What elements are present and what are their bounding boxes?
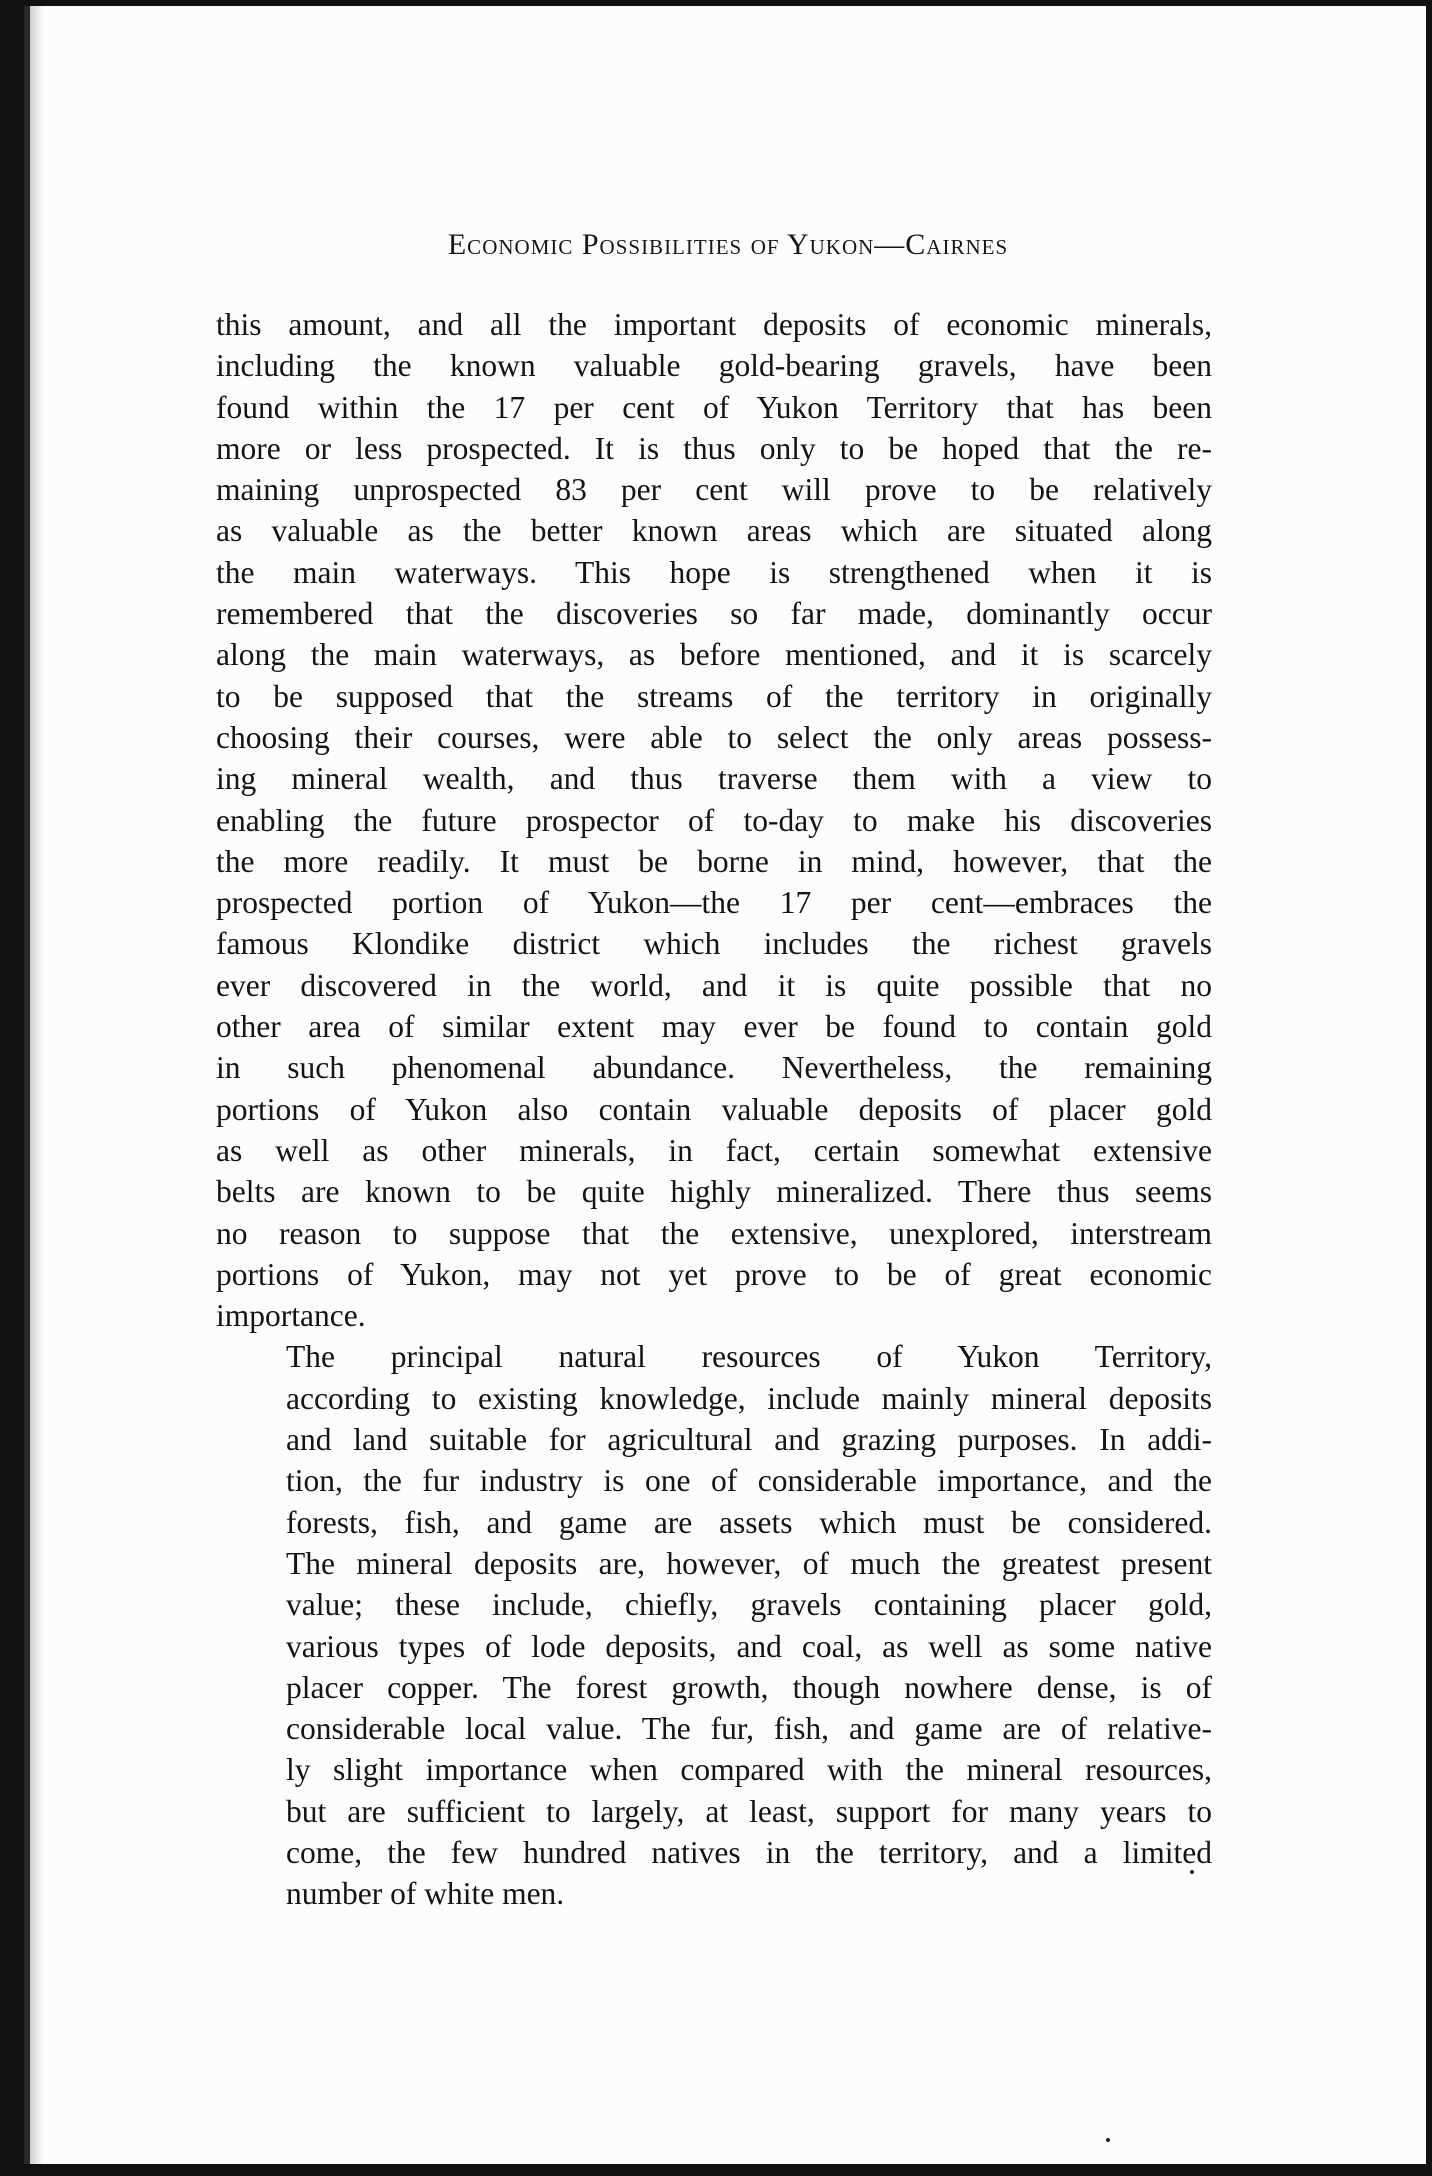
text-line: The principal natural resources of Yukon Territory,: [286, 1339, 1212, 1375]
text-line: forests, fish, and game are assets which must be considered.: [286, 1504, 1212, 1540]
text-line: this amount, and all the important deposits of economic minerals,: [216, 307, 1212, 342]
text-line: but are sufficient to largely, at least, support for many years to: [286, 1793, 1212, 1829]
text-line: maining unprospected 83 per cent will prove to be relatively: [216, 472, 1212, 508]
text-line: belts are known to be quite highly mineralized. There thus seems: [216, 1174, 1212, 1210]
text-line: ing mineral wealth, and thus traverse them with a view to: [216, 761, 1212, 797]
text-line: various types of lode deposits, and coal, as well as some native: [286, 1628, 1212, 1664]
text-line: portions of Yukon also contain valuable deposits of placer gold: [216, 1091, 1212, 1127]
text-line: other area of similar extent may ever be found to contain gold: [216, 1009, 1212, 1045]
text-line: value; these include, chiefly, gravels containing placer gold,: [286, 1587, 1212, 1623]
text-line: The mineral deposits are, however, of much the greatest present: [286, 1545, 1212, 1581]
text-line: in such phenomenal abundance. Nevertheless, the remaining: [216, 1050, 1212, 1086]
text-line: enabling the future prospector of to-day to make his discoveries: [216, 802, 1212, 838]
body-text: [216, 304, 1212, 1915]
text-line: remembered that the discoveries so far made, dominantly occur: [216, 596, 1212, 632]
text-line: to be supposed that the streams of the territory in originally: [216, 678, 1212, 714]
gutter-shadow: [30, 6, 44, 2164]
text-line: found within the 17 per cent of Yukon Territory that has been: [216, 389, 1212, 425]
text-line: the more readily. It must be borne in mind, however, that the: [216, 843, 1212, 879]
text-line: importance.: [216, 1298, 366, 1334]
text-line: as valuable as the better known areas which are situated along: [216, 513, 1212, 549]
text-line: come, the few hundred natives in the territory, and a limited: [286, 1834, 1212, 1870]
text-line: tion, the fur industry is one of considerable importance, and the: [286, 1463, 1212, 1499]
text-line: considerable local value. The fur, fish, and game are of relative-: [286, 1711, 1212, 1747]
running-head: Economic Possibilities of Yukon—Cairnes: [447, 228, 1009, 261]
text-line: according to existing knowledge, include mainly mineral deposits: [286, 1380, 1212, 1416]
text-line: ly slight importance when compared with the mineral resources,: [286, 1752, 1212, 1788]
text-line: and land suitable for agricultural and grazing purposes. In addi-: [286, 1422, 1212, 1458]
book-page: [24, 6, 1426, 2164]
text-line: portions of Yukon, may not yet prove to be of great economic: [216, 1256, 1212, 1292]
text-line: prospected portion of Yukon—the 17 per cent—embraces the: [216, 885, 1212, 921]
text-line: number of white men.: [286, 1876, 565, 1912]
text-line: including the known valuable gold-bearing gravels, have been: [216, 348, 1212, 384]
text-line: choosing their courses, were able to select the only areas possess-: [216, 719, 1212, 755]
text-line: placer copper. The forest growth, though nowhere dense, is of: [286, 1669, 1212, 1705]
print-speck: [1190, 1870, 1194, 1874]
paragraph-1: [216, 304, 1212, 1336]
text-line: along the main waterways, as before mentioned, and it is scarcely: [216, 637, 1212, 673]
paragraph-2: [216, 1336, 1212, 1914]
text-line: famous Klondike district which includes the richest gravels: [216, 926, 1212, 962]
text-line: the main waterways. This hope is strengthened when it is: [216, 554, 1212, 590]
text-line: no reason to suppose that the extensive, unexplored, interstream: [216, 1215, 1212, 1251]
print-speck: [1106, 2138, 1110, 2142]
text-line: ever discovered in the world, and it is quite possible that no: [216, 967, 1212, 1003]
text-line: as well as other minerals, in fact, certain somewhat extensive: [216, 1132, 1212, 1168]
text-line: more or less prospected. It is thus only to be hoped that the re-: [216, 430, 1212, 466]
